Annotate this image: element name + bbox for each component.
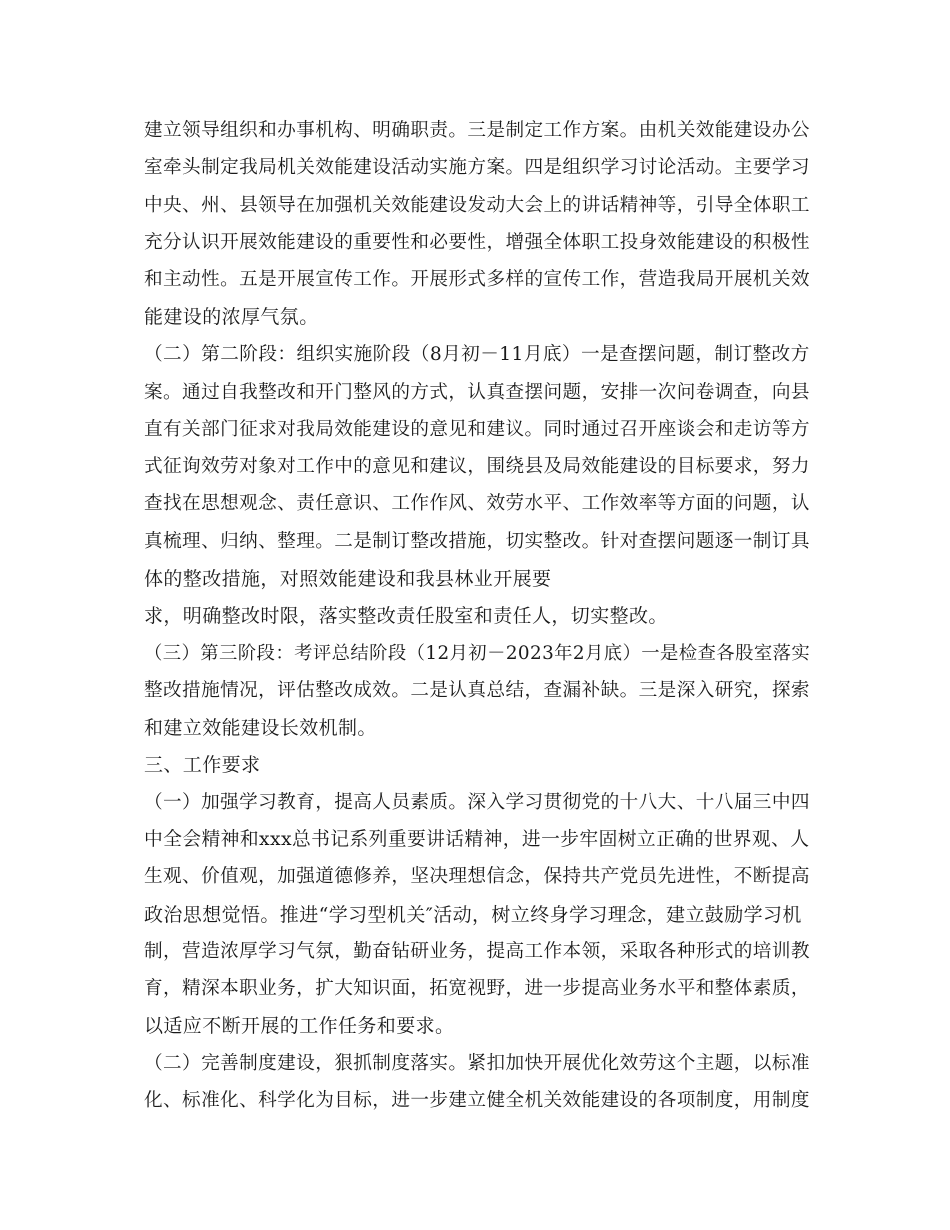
text-line: 制，营造浓厚学习气氛，勤奋钻研业务，提高工作本领，采取各种形式的培训教 bbox=[144, 941, 810, 962]
text-line: 中央、州、县领导在加强机关效能建设发动大会上的讲话精神等，引导全体职工 bbox=[144, 195, 810, 216]
section-heading: （一）加强学习教育，提高人员素质。深入学习贯彻党的十八大、十八届三中四 bbox=[144, 792, 810, 813]
text-line: 政治思想觉悟。推进“学习型机关″活动，树立终身学习理念，建立鼓励学习机 bbox=[144, 904, 802, 926]
text-line: 生观、价值观，加强道德修养，坚决理想信念，保持共产党员先进性，不断提高 bbox=[144, 866, 810, 887]
text-line: 充分认识开展效能建设的重要性和必要性，增强全体职工投身效能建设的积极性 bbox=[144, 232, 810, 253]
text-line: 案。通过自我整改和开门整风的方式，认真查摆问题，安排一次问卷调查，向县 bbox=[144, 382, 810, 403]
text-line: 求，明确整改时限，落实整改责任股室和责任人，切实整改。 bbox=[144, 605, 668, 627]
text-line: 整改措施情况，评估整改成效。二是认真总结，查漏补缺。三是深入研究，探索 bbox=[144, 680, 810, 701]
text-line: 化、标准化、科学化为目标，进一步建立健全机关效能建设的各项制度，用制度 bbox=[144, 1090, 810, 1111]
section-heading: 三、工作要求 bbox=[144, 754, 261, 776]
section-heading: （二）第二阶段：组织实施阶段（8月初－11月底）一是查摆问题，制订整改方 bbox=[144, 344, 810, 365]
text-line: 室牵头制定我局机关效能建设活动实施方案。四是组织学习讨论活动。主要学习 bbox=[144, 157, 810, 178]
text-line: 能建设的浓厚气氛。 bbox=[144, 306, 319, 328]
text-line: 中全会精神和xxx总书记系列重要讲话精神，进一步牢固树立正确的世界观、人 bbox=[144, 829, 810, 850]
text-line: 和建立效能建设长效机制。 bbox=[144, 717, 377, 739]
text-line: 式征询效劳对象对工作中的意见和建议，围绕县及局效能建设的目标要求，努力 bbox=[144, 456, 810, 477]
section-heading: （二）完善制度建设，狠抓制度落实。紧扣加快开展优化效劳这个主题，以标准 bbox=[144, 1053, 810, 1074]
text-line: 直有关部门征求对我局效能建设的意见和建议。同时通过召开座谈会和走访等方 bbox=[144, 419, 810, 440]
text-line: 和主动性。五是开展宣传工作。开展形式多样的宣传工作，营造我局开展机关效 bbox=[144, 269, 810, 290]
text-line: 查找在思想观念、责任意识、工作作风、效劳水平、工作效率等方面的问题，认 bbox=[144, 493, 810, 514]
section-heading: （三）第三阶段：考评总结阶段（12月初－2023年2月底）一是检查各股室落实 bbox=[144, 643, 811, 664]
text-line: 建立领导组织和办事机构、明确职责。三是制定工作方案。由机关效能建设办公 bbox=[144, 120, 810, 141]
text-line: 体的整改措施，对照效能建设和我县林业开展要 bbox=[144, 568, 552, 590]
text-line: 育，精深本职业务，扩大知识面，拓宽视野，进一步提高业务水平和整体素质， bbox=[144, 978, 810, 999]
text-line: 真梳理、归纳、整理。二是制订整改措施，切实整改。针对查摆问题逐一制订具 bbox=[144, 531, 810, 552]
text-line: 以适应不断开展的工作任务和要求。 bbox=[144, 1015, 455, 1037]
